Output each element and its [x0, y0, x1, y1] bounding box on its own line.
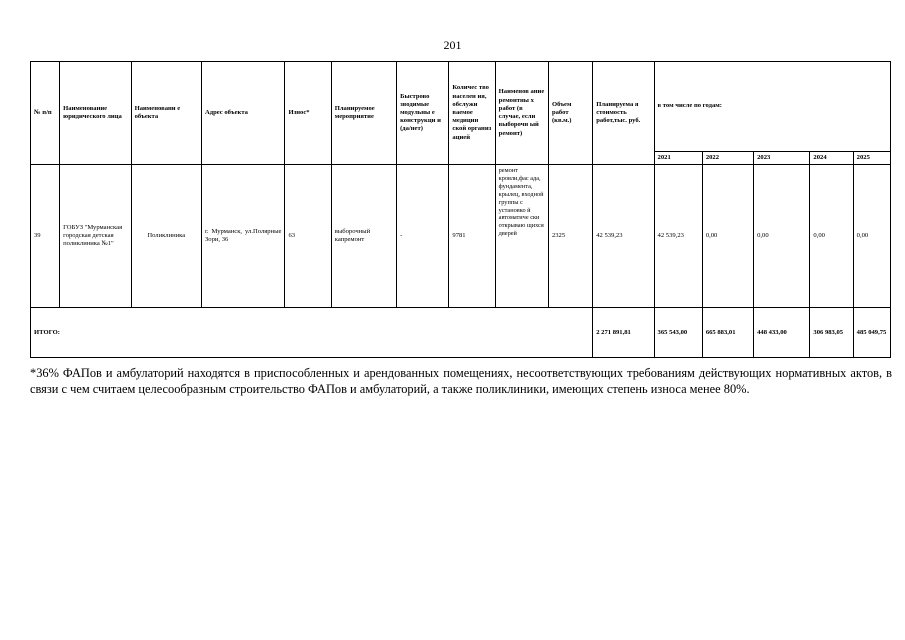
cell-year-value: 0,00 — [702, 165, 753, 308]
cell-planned-cost: 42 539,23 — [593, 165, 654, 308]
cell-year-value: 0,00 — [810, 165, 853, 308]
header-volume: Объем работ (кв.м.) — [548, 62, 592, 165]
header-year: 2024 — [810, 152, 853, 165]
header-by-years: в том числе по годам: — [654, 62, 890, 152]
header-population: Количес тво населен ия, обслужи ваемое медицин ской организ ацией — [449, 62, 495, 165]
cell-year-value: 0,00 — [754, 165, 810, 308]
total-year-value: 665 883,01 — [702, 308, 753, 358]
total-year-value: 485 049,75 — [853, 308, 890, 358]
header-row — [31, 62, 891, 152]
header-repair-name: Наименов ание ремонтны х работ (в случае, если выборочн ый ремонт) — [495, 62, 548, 165]
cell-year-value: 42 539,23 — [654, 165, 702, 308]
header-wear: Износ* — [285, 62, 331, 165]
footnote: *36% ФАПов и амбулаторий находятся в приспособленных и арендованных помещениях, несоответствующих требованиям действующих нормативных актов, в связи с чем считаем целесообразным строительство ФАПов и амбулаторий, а также поликлиники, имеющих степень износа менее 80%. — [30, 366, 892, 396]
table-row — [31, 165, 891, 308]
repair-plan-table — [30, 61, 891, 358]
cell-planned-activity: выборочный капремонт — [331, 165, 396, 308]
header-year: 2022 — [702, 152, 753, 165]
cell-address: г. Мурманск, ул.Полярные Зори, 36 — [201, 165, 284, 308]
cell-wear: 63 — [285, 165, 331, 308]
total-planned-cost: 2 271 891,81 — [593, 308, 654, 358]
total-row — [31, 308, 891, 358]
total-year-value: 448 433,00 — [754, 308, 810, 358]
header-num: № п/п — [31, 62, 60, 165]
cell-num: 39 — [31, 165, 60, 308]
cell-year-value: 0,00 — [853, 165, 890, 308]
cell-object-name: Поликлиника — [131, 165, 201, 308]
total-year-value: 365 543,00 — [654, 308, 702, 358]
cell-legal-entity: ГОБУЗ "Мурманская городская детская поликлиника №1" — [60, 165, 131, 308]
cell-population: 9781 — [449, 165, 495, 308]
total-year-value: 306 983,05 — [810, 308, 853, 358]
cell-repair-name: ремонт кровли,фас ада, фундамента, крылец, входной группы с установко й автоматиче ски открываю щихся дверей — [495, 165, 548, 308]
header-modular: Быстрово зводимые модульны е конструкци и (да/нет) — [397, 62, 449, 165]
header-year: 2023 — [754, 152, 810, 165]
cell-volume: 2325 — [548, 165, 592, 308]
header-legal-entity: Наименование юридического лица — [60, 62, 131, 165]
total-label: ИТОГО: — [31, 308, 593, 358]
header-address: Адрес объекта — [201, 62, 284, 165]
header-planned-activity: Планируемое мероприятие — [331, 62, 396, 165]
cell-modular: - — [397, 165, 449, 308]
header-year: 2021 — [654, 152, 702, 165]
header-object-name: Наименовани е объекта — [131, 62, 201, 165]
page-number: 201 — [443, 38, 462, 52]
header-planned-cost: Планируема я стоимость работ,тыс. руб. — [593, 62, 654, 165]
header-year: 2025 — [853, 152, 890, 165]
